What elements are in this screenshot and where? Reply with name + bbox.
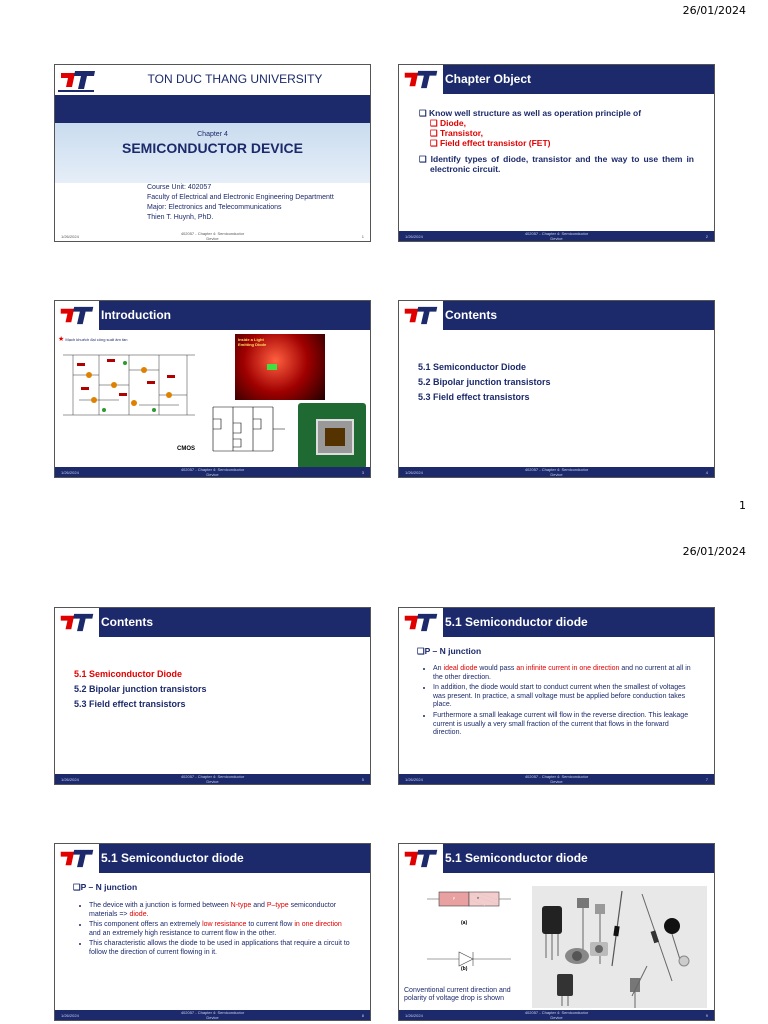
slide-header [55,608,370,637]
objective-1: ❑ Know well structure as well as operation principle of [419,108,642,118]
contents-list [418,360,551,405]
slide-footer: 1/26/2024 402057 - Chapter 4: Semiconductor Device 2 [399,231,714,241]
slide-header [55,844,370,873]
slide-footer: 1/26/2024 402057 - Chapter 4: Semiconductor Device 5 [55,774,370,784]
chapter-label: Chapter 4 [197,131,228,138]
slide-main-title: SEMICONDUCTOR DEVICE [122,140,303,156]
slide-title [54,64,371,242]
university-logo [55,301,99,330]
contents-list [74,667,207,712]
university-logo [55,608,99,637]
slide-footer: 1/26/2024 402057 - Chapter 4: Semiconductor Device 7 [399,774,714,784]
amplifier-circuit-diagram [59,345,199,425]
checkbox-bullet-icon: ❑ [419,108,429,118]
pn-junction-diagram [419,886,519,981]
slide-title: 5.1 Semiconductor diode [445,851,588,865]
slide-title: Chapter Object [445,72,532,86]
university-logo [399,608,443,637]
university-logo [55,65,101,95]
contents-item: 5.2 Bipolar junction transistors [74,684,207,694]
contents-item: 5.1 Semiconductor Diode [418,362,527,372]
star-icon: ★ [58,336,65,343]
slide-title: Contents [101,615,153,629]
slide-title: 5.1 Semiconductor diode [101,851,244,865]
pcb-photo [298,403,366,469]
slide-title: 5.1 Semiconductor diode [445,615,588,629]
slide-header [55,301,370,330]
checkbox-bullet-icon: ❑ [430,138,440,148]
university-logo [399,301,443,330]
slide-title: Introduction [101,308,171,322]
slide-contents [398,300,715,478]
objective-2: ❑ Identify types of diode, transistor and the way to use them in electronic circuit. [419,154,694,174]
slide-footer: 1/26/2024 402057 - Chapter 4: Semiconductor Device 9 [399,1010,714,1020]
course-unit: Course Unit: 402057 [147,184,212,191]
slide-introduction [54,300,371,478]
university-logo [55,844,99,873]
section-heading: ❑ P – N junction [417,646,481,657]
slide-chapter-object [398,64,715,242]
n-region-label: n [477,895,480,900]
slide-header [399,301,714,330]
p-region-label: p [453,895,456,900]
slide-semiconductor-diode-1 [398,607,715,785]
bullet-item: • An ideal diode would pass an infinite current in one direction and no current at all in the other direction. [433,665,691,682]
bullet-item: • The device with a junction is formed between N-type and P–type semiconductor materials => diode. [89,902,353,919]
slide-header [399,608,714,637]
led-photo: Inside a Light Emitting Diode [235,334,325,400]
bullet-item: • Furthermore a small leakage current will flow in the reverse direction. This leakage current is usually a very small fraction of the current that flows in the forward direction. [433,712,691,738]
lecturer: Thien T. Huynh, PhD. [147,214,214,221]
section-heading: ❑ P – N junction [73,882,137,893]
objective-item-fet: ❑ Field effect transistor (FET) [430,138,551,148]
university-logo [399,844,443,873]
bullet-item: • In addition, the diode would start to conduct current when the smallest of voltages was present. In practice, a small voltage must be applied before conduction takes place. [433,684,691,710]
slide-semiconductor-diode-2 [54,843,371,1021]
page-date: 26/01/2024 [682,4,746,17]
contents-item: 5.2 Bipolar junction transistors [418,377,551,387]
contents-item: 5.3 Field effect transistors [74,699,186,709]
faculty: Faculty of Electrical and Electronic Engineering Departmentt [147,194,334,201]
bullet-item: • This component offers an extremely low resistance to current flow in one direction and an extremely high resistance to current flow in the other. [89,921,353,938]
major: Major: Electronics and Telecommunications [147,204,282,211]
bullet-item: • This characteristic allows the diode to be used in applications that require a circuit to follow the direction of current flowing in it. [89,940,353,957]
page-number: 1 [739,499,746,512]
slide-header [399,65,714,94]
contents-item: 5.3 Field effect transistors [418,392,530,402]
contents-item-active: 5.1 Semiconductor Diode [74,669,183,679]
slide-title: Contents [445,308,497,322]
cmos-schematic [203,399,293,459]
checkbox-bullet-icon: ❑ [430,128,440,138]
checkbox-bullet-icon: ❑ [430,118,440,128]
checkbox-bullet-icon: ❑ [419,154,431,164]
figure-caption: Conventional current direction and polarity of voltage drop is shown [404,987,511,1002]
slide-header [399,844,714,873]
page-date: 26/01/2024 [682,545,746,558]
circuit-caption: Mạch khuếch đại công suất âm tần [65,337,128,342]
slide-contents [54,607,371,785]
university-name: TON DUC THANG UNIVERSITY [147,72,323,86]
slide-footer: 1/26/2024 402057 - Chapter 4: Semiconductor Device 3 [55,467,370,477]
university-logo [399,65,443,94]
slide-footer: 1/26/2024 402057 - Chapter 4: Semiconductor Device 4 [399,467,714,477]
objective-item-diode: ❑ Diode, [430,118,466,128]
objective-item-transistor: ❑ Transistor, [430,128,483,138]
title-band [55,95,370,123]
diodes-photo [532,886,707,1008]
slide-footer: 1/26/2024 402057 - Chapter 4: Semiconductor Device 1 [55,231,370,241]
figure-label-b: (b) [461,966,468,972]
cmos-label: CMOS [177,446,195,452]
slide-semiconductor-diode-3 [398,843,715,1021]
slide-footer: 1/26/2024 402057 - Chapter 4: Semiconductor Device 8 [55,1010,370,1020]
figure-label-a: (a) [461,920,468,926]
